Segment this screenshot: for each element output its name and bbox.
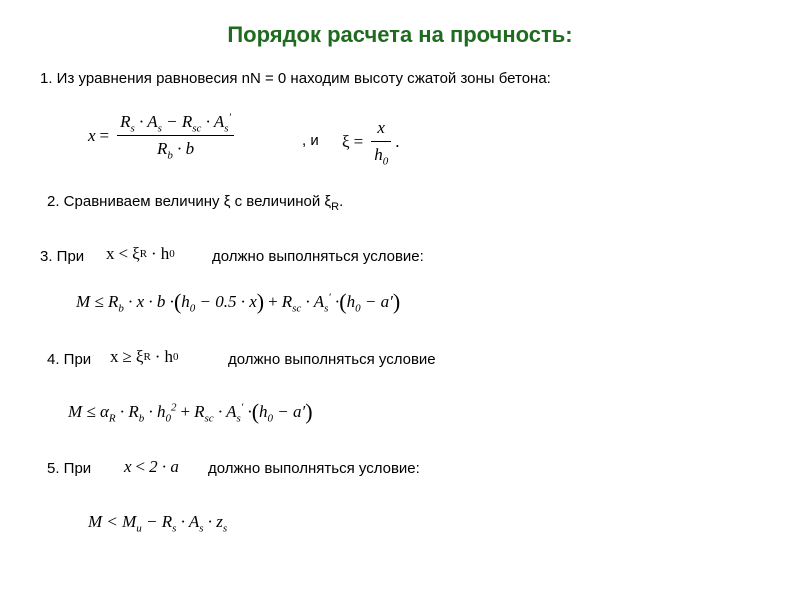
formula-xi: ξ = $\frac{x}{h_0}$ . (342, 118, 400, 168)
page-title: Порядок расчета на прочность: (227, 22, 573, 47)
condition-5: x < 2 · a (124, 457, 179, 476)
step-2-sub: R (331, 201, 340, 213)
step-3-prefix: 3. При (40, 248, 85, 265)
condition-3: x < ξ R · h 0 (106, 244, 175, 263)
step-2-text (47, 193, 344, 213)
step-4-suffix: должно выполняться условие (228, 351, 436, 368)
step-2-main: 2. Сравниваем величину ξ с величиной ξ (47, 193, 332, 210)
step-5-suffix: должно выполняться условие: (208, 460, 420, 477)
step-1-text: 1. Из уравнения равновесия nN = 0 находим высоту сжатой зоны бетона: (40, 70, 551, 87)
step-2-dot: . (339, 193, 344, 210)
step-5-prefix: 5. При (47, 460, 92, 477)
step-3-suffix: должно выполняться условие: (212, 248, 424, 265)
formula-3: $M \le R_b \cdot x \cdot b$ · ( $h_0 - 0.5 \cdot x$ ) + $R_{sc} \cdot A_s'$ · ( $h_0 - a'$ ) (76, 289, 401, 315)
formula-5: $M < M_u - R_s \cdot A_s \cdot z_s$ (88, 512, 228, 535)
condition-4: x ≥ ξ R · h 0 (110, 347, 179, 366)
formula-x-height: x = $\frac{R_s \cdot A_s - R_{sc} \cdot A_s'}{R_b \cdot b}$ (88, 112, 238, 159)
step-4-prefix: 4. При (47, 351, 92, 368)
formula-4: $M \le \alpha_R \cdot R_b \cdot h_0^2$ + $R_{sc} \cdot A_s'$ · ( $h_0 - a'$ ) (68, 399, 313, 425)
step-1-connector: , и (302, 132, 319, 149)
